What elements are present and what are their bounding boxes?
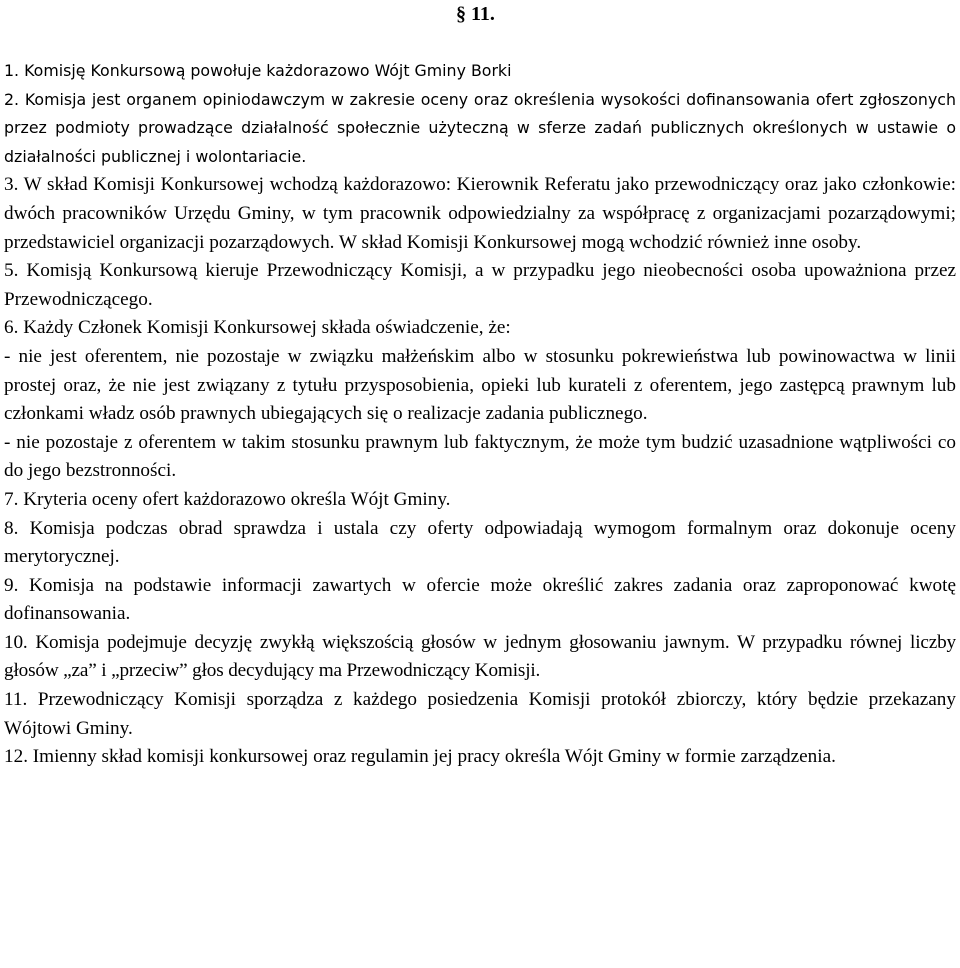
paragraph-6-item-1: - nie jest oferentem, nie pozostaje w związku małżeńskim albo w stosunku pokrewieństwa lub powinowactwa w linii prostej oraz, że nie jest związany z tytułu przysposobienia, opieki lub kurateli z oferentem, jego zastępcą prawnym lub członkami władz osób prawnych ubiegających się o realizacje zadania publicznego. [4,345,956,425]
paragraph-3: 3. W skład Komisji Konkursowej wchodzą każdorazowo: Kierownik Referatu jako przewodniczący oraz jako członkowie: dwóch pracowników Urzędu Gminy, w tym pracownik odpowiedzialny za współpracę z organizacjami pozarządowymi; przedstawiciel organizacji pozarządowych. W skład Komisji Konkursowej mogą wchodzić również inne osoby. [4,174,956,253]
paragraph-10: 10. Komisja podejmuje decyzję zwykłą większością głosów w jednym głosowaniu jawnym. W przypadku równej liczby głosów „za” i „przeciw” głos decydujący ma Przewodniczący Komisji. [4,631,956,682]
paragraph-11: 11. Przewodniczący Komisji sporządza z każdego posiedzenia Komisji protokół zbiorczy, który będzie przekazany Wójtowi Gminy. [4,689,956,739]
paragraph-2: 2. Komisja jest organem opiniodawczym w zakresie oceny oraz określenia wysokości dofinansowania ofert zgłoszonych przez podmioty prowadzące działalność społecznie użyteczną w sferze zadań publicznych określonych w ustawie o działalności publicznej i wolontariacie. [4,89,956,166]
paragraph-12: 12. Imienny skład komisji konkursowej oraz regulamin jej pracy określa Wójt Gminy w formie zarządzenia. [4,746,836,768]
document-body [4,57,956,772]
paragraph-5: 5. Komisją Konkursową kieruje Przewodniczący Komisji, a w przypadku jego nieobecności osoba upoważniona przez Przewodniczącego. [4,260,956,310]
paragraph-8: 8. Komisja podczas obrad sprawdza i ustala czy oferty odpowiadają wymogom formalnym oraz dokonuje oceny merytorycznej. [4,517,956,568]
paragraph-9: 9. Komisja na podstawie informacji zawartych w ofercie może określić zakres zadania oraz zaproponować kwotę dofinansowania. [4,574,956,625]
paragraph-7: 7. Kryteria oceny ofert każdorazowo określa Wójt Gminy. [4,488,451,510]
paragraph-6: 6. Każdy Członek Komisji Konkursowej składa oświadczenie, że: [4,317,511,339]
paragraph-1: 1. Komisję Konkursową powołuje każdorazowo Wójt Gminy Borki [4,61,512,80]
paragraph-6-item-2: - nie pozostaje z oferentem w takim stosunku prawnym lub faktycznym, że może tym budzić uzasadnione wątpliwości co do jego bezstronności. [4,431,956,482]
section-heading: § 11. [456,3,495,25]
